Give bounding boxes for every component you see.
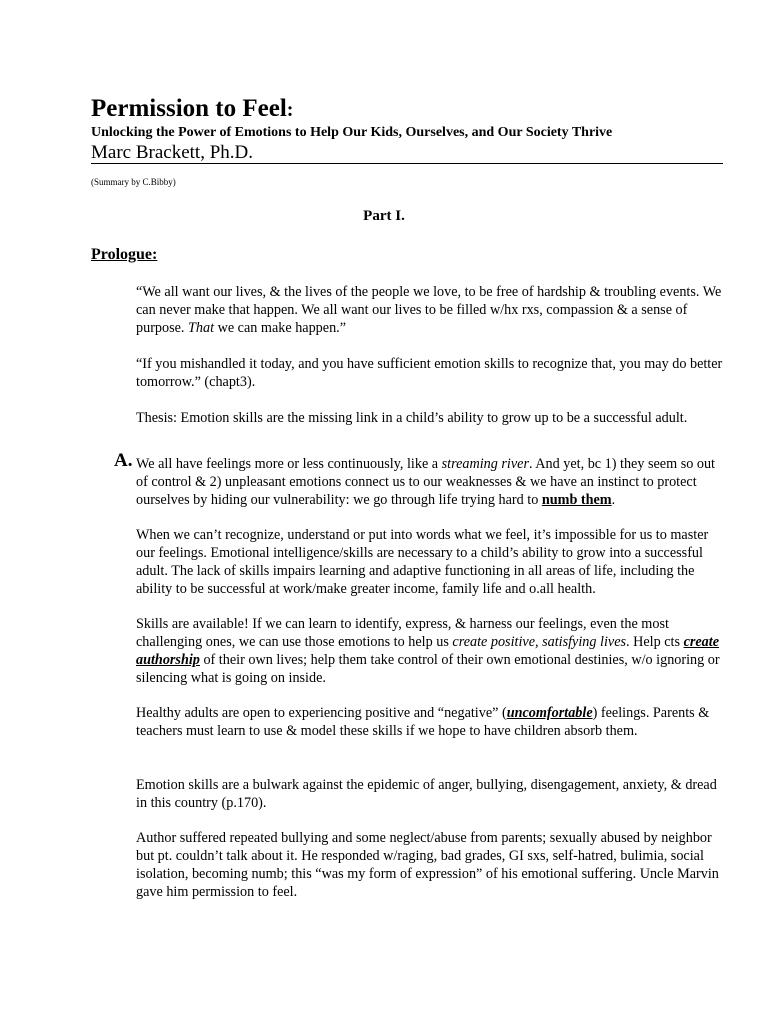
- p3-text-c: . Help cts: [626, 634, 684, 650]
- document-title: [91, 94, 293, 125]
- summary-note: (Summary by C.Bibby): [91, 177, 176, 187]
- prologue-quote-2: “If you mishandled it today, and you have sufficient emotion skills to recognize that, you may do better tomorrow.” (chapt3).: [136, 356, 723, 390]
- p1-text-c: . And yet, bc 1) they seem so out of control & 2) unpleasant emotions connect us to our weaknesses & we have an instinct to protect ourselves by hiding our vulnerability: we go through life trying hard to: [136, 456, 715, 508]
- p3-emphasis-create-authorship: create authorship: [136, 634, 720, 668]
- p1-emphasis-numb-them: numb them: [541, 492, 612, 508]
- section-a-paragraph-1: [136, 455, 728, 509]
- section-a-paragraph-5: Emotion skills are a bulwark against the epidemic of anger, bullying, disengagement, anxiety, & dread in this country (p.170).: [136, 777, 717, 811]
- p4-text-c: ) feelings. Parents & teachers must learn to use & model these skills if we hope to have children absorb them.: [136, 705, 710, 739]
- section-a-paragraph-2: When we can’t recognize, understand or put into words what we feel, it’s impossible for us to master our feelings. Emotional intelligence/skills are necessary to a child’s ability to grow into a successful adult. The lack of skills impairs learning and adaptive functioning in all areas of life, including the ability to be successful at work/make greater income, family life and o.all health.: [136, 527, 709, 597]
- author-line: Marc Brackett, Ph.D.: [91, 143, 723, 164]
- prologue-quote-1: [136, 283, 728, 337]
- p1-text-e: .: [611, 492, 616, 508]
- quote-1-emphasis: That: [188, 320, 215, 336]
- section-a-paragraph-4: [136, 704, 728, 740]
- section-a-paragraph-3: [136, 615, 728, 687]
- title-text: Permission to Feel: [91, 95, 287, 122]
- title-colon: :: [286, 99, 294, 121]
- p3-text-a: Skills are available! If we can learn to identify, express, & harness our feelings, even the most challenging ones, we can use those emotions to help us: [136, 616, 669, 650]
- quote-1-text-c: we can make happen.”: [214, 320, 347, 336]
- prologue-heading: Prologue:: [91, 246, 158, 263]
- document-subtitle: Unlocking the Power of Emotions to Help Our Kids, Ourselves, and Our Society Thrive: [91, 125, 613, 140]
- section-a-marker: A.: [114, 450, 133, 471]
- p4-text-a: Healthy adults are open to experiencing positive and “negative” (: [136, 705, 507, 721]
- thesis-statement: Thesis: Emotion skills are the missing link in a child’s ability to grow up to be a successful adult.: [136, 410, 688, 426]
- p1-text-a: We all have feelings more or less continuously, like a: [136, 456, 442, 472]
- section-a-paragraph-6: Author suffered repeated bullying and some neglect/abuse from parents; sexually abused by neighbor but pt. couldn’t talk about it. He responded w/raging, bad grades, GI sxs, self-hatred, bulimia, social isolation, becoming numb; this “was my form of expression” of his emotional suffering. Uncle Marvin gave him permission to feel.: [136, 830, 719, 900]
- quote-1-text-a: “We all want our lives, & the lives of the people we love, to be free of hardship & troubling events. We can never make that happen. We all want our lives to be filled w/hx rxs, compassion & a sense of purpose.: [136, 284, 722, 336]
- p3-text-e: of their own lives; help them take control of their own emotional destinies, w/o ignoring or silencing what is going on inside.: [136, 652, 720, 686]
- p4-emphasis-uncomfortable: uncomfortable: [506, 705, 593, 721]
- p3-emphasis-positive-lives: create positive, satisfying lives: [452, 634, 627, 650]
- p1-emphasis-streaming-river: streaming river: [441, 456, 529, 472]
- part-heading: Part I.: [363, 208, 405, 224]
